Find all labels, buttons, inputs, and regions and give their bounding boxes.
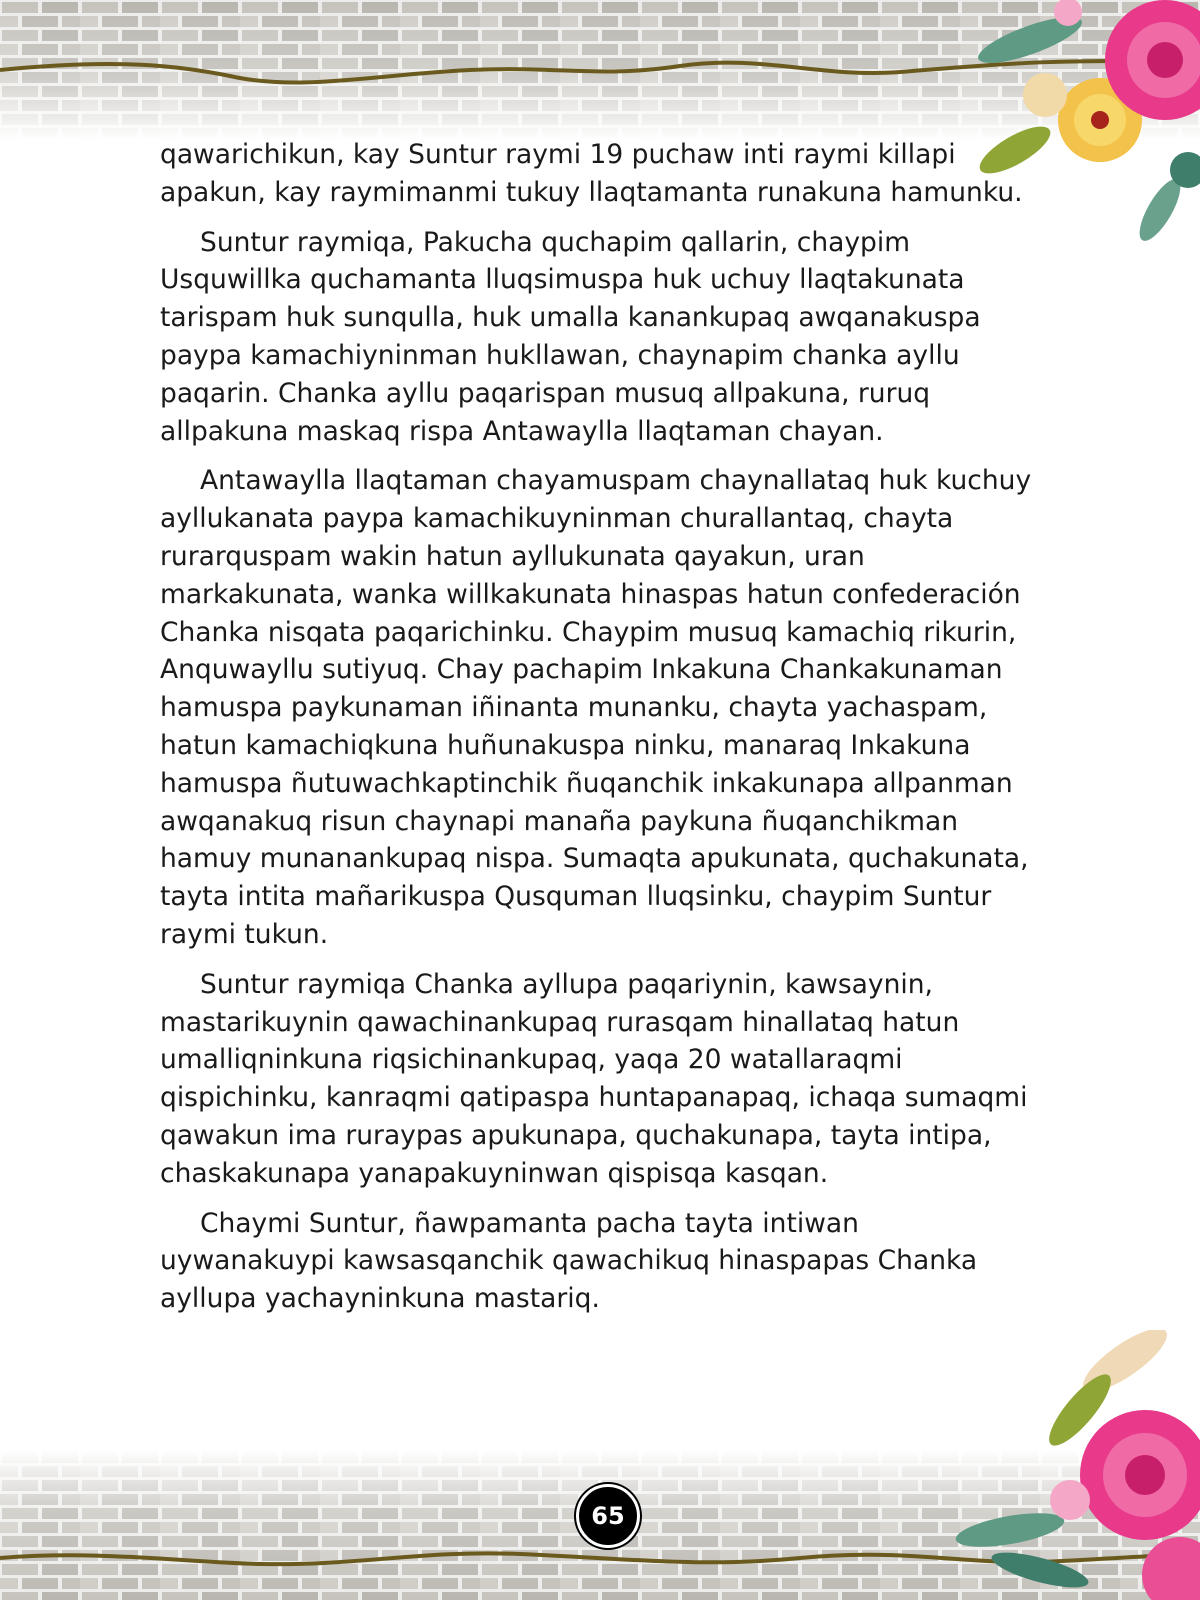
flower-bouquet-icon bbox=[950, 1330, 1200, 1600]
paragraph-2: Suntur raymiqa, Pakucha quchapim qallarin, chaypim Usquwillka quchamanta lluqsimuspa huk uchuy llaqtakunata tarispam huk sunqulla, huk umalla kanankupaq awqanakuspa paypa kamachiyninman hukllawan, chaynapim chanka ayllu paqarin. Chanka ayllu paqarispan musuq allpakuna, ruruq allpakuna maskaq rispa Antawaylla llaqtaman chayan. bbox=[160, 226, 981, 447]
paragraph-3: Antawaylla llaqtaman chayamuspam chaynallataq huk kuchuy ayllukanata paypa kamachikuyninman churallantaq, chayta rurarquspam wakin hatun ayllukunata qayakun, uran markakunata, wanka willkakunata hinaspas hatun confederación Chanka nisqata paqarichinku. Chaypim musuq kamachiq rikurin, Anquwayllu sutiyuq. Chay pachapim Inkakuna Chankakunaman hamuspa paykunaman iñinanta munanku, chayta yachaspam, hatun kamachiqkuna huñunakuspa ninku, manaraq Inkakuna hamuspa ñutuwachkaptinchik ñuqanchik inkakunapa allpanman awqanakuq risun chaynapi manaña paykuna ñuqanchikman hamuy munanankupaq nispa. Sumaqta apukunata, quchakunata, tayta intita mañarikuspa Qusquman lluqsinku, chaypim Suntur raymi tukun. bbox=[160, 465, 1032, 950]
paragraph-4: Suntur raymiqa Chanka ayllupa paqariynin, kawsaynin, mastarikuynin qawachinankupaq rurasqam hinallataq hatun umalliqninkuna riqsichinankupaq, yaqa 20 watallaraqmi qispichinku, kanraqmi qatipaspa huntapanapaq, ichaqa sumaqmi qawakun ima ruraypas apukunapa, quchakunapa, tayta intipa, chaskakunapa yanapakuyninwan qispisqa kasqan. bbox=[160, 968, 1028, 1189]
body-text bbox=[160, 136, 1040, 1330]
page-number: 65 bbox=[576, 1484, 640, 1548]
paragraph-5: Chaymi Suntur, ñawpamanta pacha tayta intiwan uywanakuypi kawsasqanchik qawachikuq hinaspapas Chanka ayllupa yachayninkuna mastariq. bbox=[160, 1207, 978, 1315]
paragraph-1: qawarichikun, kay Suntur raymi 19 puchaw inti raymi killapi apakun, kay raymimanmi tukuy llaqtamanta runakuna hamunku. bbox=[160, 139, 1023, 208]
